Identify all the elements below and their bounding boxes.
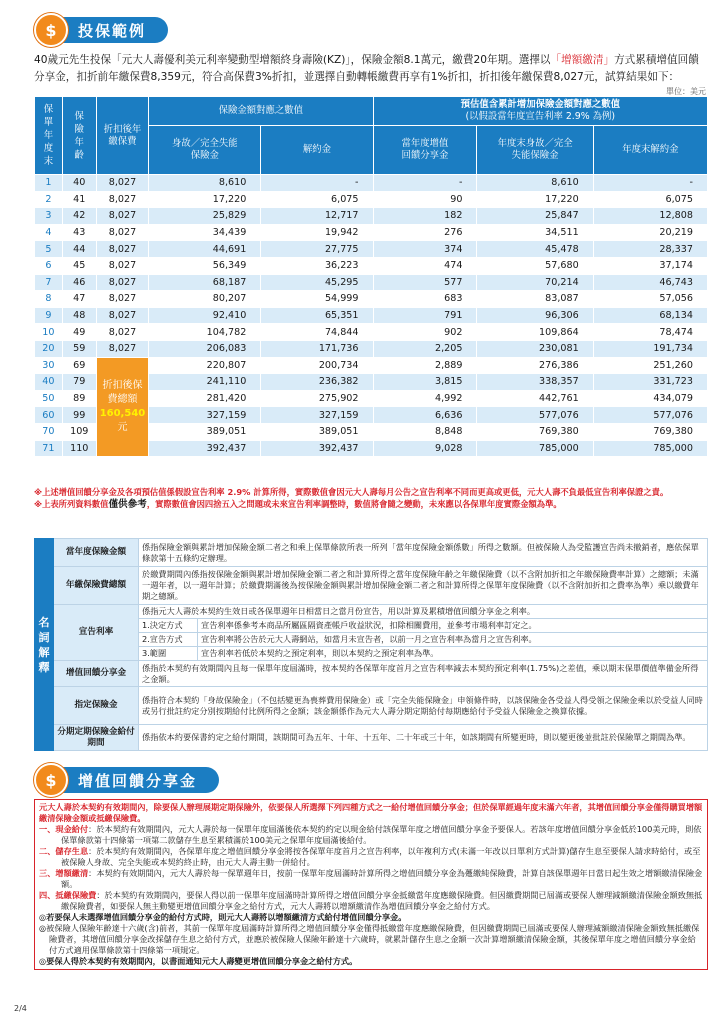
cell-year: 71	[35, 440, 63, 457]
bullet-minor: ◎被保險人保險年齡達十六歲(含)前者，其前一保單年度屆滿時計算所得之增值回饋分享金僅得抵繳當年度應繳保險費，但因繳費期間已屆滿或要保人辦理減額繳清保險金額致無抵繳保險費者，其增值回饋分享金改採儲存生息之給付方式，並應於被保險人保險年齡達十六歲時，就累計儲存生息之金額一次計算增額繳清保險金額，其後保單年度之增值回饋分享金給付方式適用保單條款第十四條第一項規定。	[39, 923, 700, 955]
rate-sub-2: 2.宣告方式	[139, 633, 198, 647]
cell-premium: 8,027	[96, 175, 148, 192]
bullet-default: ◎若要保人未選擇增值回饋分享金的給付方式時，則元大人壽將以增額繳清方式給付增值回饋分享金。	[39, 912, 407, 922]
cell-death-benefit-end: 577,076	[477, 407, 593, 424]
cell-age: 79	[62, 374, 96, 391]
cell-surrender-end: 331,723	[593, 374, 707, 391]
cell-year: 70	[35, 423, 63, 440]
cell-death-benefit: 389,051	[149, 423, 261, 440]
cell-death-benefit: 241,110	[149, 374, 261, 391]
cell-surrender: 27,775	[261, 241, 373, 258]
cell-dividend: 683	[373, 291, 477, 308]
discounted-premium-total	[96, 357, 148, 457]
cell-death-benefit-end: 70,214	[477, 274, 593, 291]
cell-death-benefit: 56,349	[149, 257, 261, 274]
cell-surrender-end: 68,134	[593, 307, 707, 324]
cell-death-benefit-end: 57,680	[477, 257, 593, 274]
cell-dividend: 276	[373, 224, 477, 241]
dividend-options-box	[34, 799, 708, 970]
cell-surrender: 19,942	[261, 224, 373, 241]
cell-death-benefit: 34,439	[149, 224, 261, 241]
cell-surrender: 171,736	[261, 340, 373, 357]
table-body	[35, 175, 708, 457]
def-face-amount: 係指保險金額與累計增加保險金額二者之和乘上保單條款所表一所列「當年度保險金額係數」所得之數額。但被保險人為受監護宣告尚未撤銷者，應依保單條款第十五條約定辦理。	[139, 539, 708, 567]
money-bag-icon: $	[34, 763, 68, 797]
cell-surrender-end: -	[593, 175, 707, 192]
cell-year: 9	[35, 307, 63, 324]
def-declared-rate: 係指元大人壽於本契約生效日或各保單週年日相當日之當月份宣告，用以計算及累積增值回饋分享金之利率。	[139, 605, 708, 619]
cell-age: 45	[62, 257, 96, 274]
cell-age: 42	[62, 208, 96, 225]
cell-year: 6	[35, 257, 63, 274]
cell-dividend: 2,889	[373, 357, 477, 374]
cell-death-benefit: 44,691	[149, 241, 261, 258]
table-row	[35, 257, 708, 274]
table-row	[35, 307, 708, 324]
definitions-side-label: 名詞解釋	[35, 539, 54, 751]
def-payment-period: 係指依本約要保書約定之給付期間，該期間可為五年、十年、十五年、二十年或三十年，如該期間有所變更時，則以變更後並批註於保險單之期間為準。	[139, 725, 708, 751]
cell-age: 43	[62, 224, 96, 241]
cell-surrender: 65,351	[261, 307, 373, 324]
table-row	[35, 274, 708, 291]
table-row	[35, 291, 708, 308]
cell-premium: 8,027	[96, 257, 148, 274]
cell-surrender: 54,999	[261, 291, 373, 308]
section-header-example	[34, 16, 168, 44]
table-row	[35, 241, 708, 258]
intro-text-2: 方式累積增值回饋分享金，扣折前年繳保費8,359元，符合高保費3%折扣，並選擇自動轉帳繳費再享有1%折扣，折扣後年繳保費8,027元，試算結果如下：	[34, 54, 699, 83]
cell-death-benefit-end: 45,478	[477, 241, 593, 258]
cell-premium: 8,027	[96, 340, 148, 357]
cell-surrender-end: 191,734	[593, 340, 707, 357]
cell-death-benefit: 68,187	[149, 274, 261, 291]
cell-dividend: 577	[373, 274, 477, 291]
cell-death-benefit: 92,410	[149, 307, 261, 324]
cell-dividend: 474	[373, 257, 477, 274]
section-title: 投保範例	[60, 17, 168, 43]
cell-surrender-end: 577,076	[593, 407, 707, 424]
cell-surrender: 275,902	[261, 390, 373, 407]
cell-surrender: 45,295	[261, 274, 373, 291]
cell-death-benefit-end: 442,761	[477, 390, 593, 407]
cell-death-benefit-end: 34,511	[477, 224, 593, 241]
cell-dividend: 8,848	[373, 423, 477, 440]
cell-death-benefit-end: 785,000	[477, 440, 593, 457]
cell-dividend: 182	[373, 208, 477, 225]
header-dividend: 當年度增值回饋分享金	[373, 126, 477, 175]
cell-surrender: 392,437	[261, 440, 373, 457]
cell-death-benefit: 327,159	[149, 407, 261, 424]
bullet-change: ◎要保人得於本契約有效期間內，以書面通知元大人壽變更增值回饋分享金之給付方式。	[39, 956, 358, 966]
cell-death-benefit: 80,207	[149, 291, 261, 308]
header-death-benefit: 身故／完全失能保險金	[149, 126, 261, 175]
cell-surrender: 389,051	[261, 423, 373, 440]
rate-sub-2-desc: 宣告利率將公告於元大人壽網站，如當月未宣告者，以前一月之宣告利率為當月之宣告利率。	[198, 633, 708, 647]
term-dividend: 增值回饋分享金	[54, 661, 139, 687]
cell-age: 47	[62, 291, 96, 308]
cell-premium: 8,027	[96, 224, 148, 241]
cell-surrender: 200,734	[261, 357, 373, 374]
cell-surrender-end: 20,219	[593, 224, 707, 241]
cell-year: 40	[35, 374, 63, 391]
cell-surrender-end: 78,474	[593, 324, 707, 341]
rate-sub-1: 1.決定方式	[139, 619, 198, 633]
intro-paragraph	[34, 52, 708, 86]
cell-surrender-end: 12,808	[593, 208, 707, 225]
cell-premium: 8,027	[96, 307, 148, 324]
cell-dividend: 9,028	[373, 440, 477, 457]
option-accumulate: 二、儲存生息：於本契約有效期間內，各保單年度之增值回饋分享金將按各保單年度首月之宣告利率，以年複利方式(未滿一年改以日單利方式計算)儲存生息至要保人請求時給付，或至被保險人身故、完全失能或本契約終止時，由元大人壽主動一併給付。	[39, 846, 701, 867]
header-age: 保險年齡	[62, 97, 96, 175]
cell-surrender-end: 6,075	[593, 191, 707, 208]
cell-surrender: -	[261, 175, 373, 192]
dividend-lead: 元大人壽於本契約有效期間內，除要保人辦理展期定期保險外，依要保人所選擇下列四種方式之一給付增值回饋分享金；但於保單經過年度末滿六年者，其增值回饋分享金僅得購買增額繳清保險金額或抵繳保險費。	[39, 802, 703, 823]
cell-year: 20	[35, 340, 63, 357]
header-surrender-end: 年度末解約金	[593, 126, 707, 175]
cell-surrender-end: 434,079	[593, 390, 707, 407]
page-number: 2/4	[14, 1004, 27, 1013]
cell-death-benefit: 104,782	[149, 324, 261, 341]
cell-age: 49	[62, 324, 96, 341]
cell-surrender-end: 769,380	[593, 423, 707, 440]
cell-year: 60	[35, 407, 63, 424]
cell-age: 110	[62, 440, 96, 457]
table-row	[35, 208, 708, 225]
cell-premium: 8,027	[96, 274, 148, 291]
cell-year: 3	[35, 208, 63, 225]
section-header-dividend	[34, 766, 219, 794]
table-row	[35, 340, 708, 357]
cell-death-benefit-end: 230,081	[477, 340, 593, 357]
header-group-face: 保險金額對應之數值	[149, 97, 373, 126]
cell-death-benefit-end: 8,610	[477, 175, 593, 192]
cell-age: 109	[62, 423, 96, 440]
intro-highlight: 「增額繳清」	[550, 54, 615, 66]
cell-death-benefit: 220,807	[149, 357, 261, 374]
deal-label: 折扣後保費總額	[102, 379, 143, 405]
section-title: 增值回饋分享金	[60, 767, 219, 793]
cell-dividend: 4,992	[373, 390, 477, 407]
term-face-amount: 當年度保險金額	[54, 539, 139, 567]
cell-death-benefit-end: 769,380	[477, 423, 593, 440]
cell-death-benefit: 17,220	[149, 191, 261, 208]
cell-age: 99	[62, 407, 96, 424]
cell-year: 30	[35, 357, 63, 374]
cell-age: 44	[62, 241, 96, 258]
rate-sub-1-desc: 宣告利率係參考本商品所屬區隔資產帳戶收益狀況，扣除相關費用，並參考市場利率訂定之。	[198, 619, 708, 633]
cell-surrender-end: 37,174	[593, 257, 707, 274]
cell-surrender: 74,844	[261, 324, 373, 341]
intro-text: 40歲元先生投保「元大人壽優利美元利率變動型增額終身壽險(KZ)」，保險金額8.1萬元，繳費20年期。選擇以	[34, 54, 551, 66]
def-dividend: 係指於本契約有效期間內且每一保單年度屆滿時，按本契約各保單年度首月之宣告利率減去本契約預定利率(1.75%)之差值，乘以期末保單價值準備金所得之金額。	[139, 661, 708, 687]
cell-surrender-end: 28,337	[593, 241, 707, 258]
term-payment-period: 分期定期保險金給付期間	[54, 725, 139, 751]
term-total-premium: 年繳保險費總額	[54, 567, 139, 605]
cell-premium: 8,027	[96, 241, 148, 258]
cell-dividend: 3,815	[373, 374, 477, 391]
cell-year: 4	[35, 224, 63, 241]
note-1: ※上述增值回饋分享金及各項預估值係假設宣告利率 2.9% 計算所得，實際數值會因元大人壽每月公告之宣告利率不同而更高或更低，元大人壽不負最低宣告利率保證之責。	[34, 487, 669, 497]
cell-death-benefit: 392,437	[149, 440, 261, 457]
cell-dividend: 2,205	[373, 340, 477, 357]
rate-sub-3: 3.範圍	[139, 647, 198, 661]
notes	[34, 486, 708, 511]
cell-surrender: 6,075	[261, 191, 373, 208]
cell-age: 69	[62, 357, 96, 374]
cell-year: 10	[35, 324, 63, 341]
cell-premium: 8,027	[96, 208, 148, 225]
cell-age: 41	[62, 191, 96, 208]
cell-premium: 8,027	[96, 324, 148, 341]
cell-year: 2	[35, 191, 63, 208]
header-surrender: 解約金	[261, 126, 373, 175]
illustration-table	[34, 96, 708, 457]
cell-dividend: 902	[373, 324, 477, 341]
cell-surrender: 12,717	[261, 208, 373, 225]
table-row	[35, 324, 708, 341]
deal-unit: 元	[117, 421, 128, 433]
term-declared-rate: 宣告利率	[54, 605, 139, 661]
cell-surrender: 36,223	[261, 257, 373, 274]
cell-year: 7	[35, 274, 63, 291]
money-bag-icon: $	[34, 13, 68, 47]
cell-surrender-end: 785,000	[593, 440, 707, 457]
cell-surrender: 327,159	[261, 407, 373, 424]
option-offset-premium: 四、抵繳保險費：於本契約有效期間內，要保人得以前一保單年度屆滿時計算所得之增值回饋分享金抵繳當年度應繳保險費。但因繳費期間已屆滿或要保人辦理減額繳清保險金額致無抵繳保險費者，如要保人無主動變更增值回饋分享金之給付方式，元大人壽將以增額繳清作為增值回饋分享金之給付方式。	[39, 890, 703, 911]
cell-age: 40	[62, 175, 96, 192]
cell-death-benefit-end: 17,220	[477, 191, 593, 208]
cell-dividend: -	[373, 175, 477, 192]
definitions-table	[34, 538, 708, 751]
cell-death-benefit-end: 83,087	[477, 291, 593, 308]
cell-death-benefit-end: 109,864	[477, 324, 593, 341]
cell-dividend: 90	[373, 191, 477, 208]
cell-age: 48	[62, 307, 96, 324]
cell-dividend: 374	[373, 241, 477, 258]
unit-label: 單位：美元	[666, 87, 706, 96]
header-policy-year: 保單年度末	[35, 97, 63, 175]
rate-sub-3-desc: 宣告利率若低於本契約之預定利率，則以本契約之預定利率為準。	[198, 647, 708, 661]
deal-amount: 160,540	[99, 407, 146, 419]
cell-death-benefit-end: 96,306	[477, 307, 593, 324]
cell-year: 5	[35, 241, 63, 258]
cell-death-benefit: 281,420	[149, 390, 261, 407]
header-premium: 折扣後年繳保費	[96, 97, 148, 175]
cell-death-benefit-end: 276,386	[477, 357, 593, 374]
cell-dividend: 791	[373, 307, 477, 324]
cell-age: 59	[62, 340, 96, 357]
cell-year: 50	[35, 390, 63, 407]
cell-death-benefit: 8,610	[149, 175, 261, 192]
cell-surrender-end: 251,260	[593, 357, 707, 374]
note-2: ※上表所列資料數值僅供參考，實際數值會因四捨五入之問題或未來宣告利率調整時，數值將會隨之變動，未來應以各保單年度實際金額為準。	[34, 499, 562, 510]
term-designated-benefit: 指定保險金	[54, 687, 139, 725]
header-death-benefit-end: 年度末身故／完全失能保險金	[477, 126, 593, 175]
cell-surrender-end: 57,056	[593, 291, 707, 308]
cell-dividend: 6,636	[373, 407, 477, 424]
table-row	[35, 191, 708, 208]
cell-age: 89	[62, 390, 96, 407]
cell-year: 1	[35, 175, 63, 192]
cell-premium: 8,027	[96, 191, 148, 208]
option-paid-up: 三、增額繳清：本契約有效期間內，元大人壽於每一保單週年日，按前一保單年度屆滿時計算所得之增值回饋分享金為躉繳純保險費，計算自該保單週年日當日起生效之增額繳清保險金額。	[39, 868, 703, 889]
header-group-projection: 預估值含累計增加保險金額對應之數值 (以假設當年度宣告利率 2.9% 為例)	[373, 97, 707, 126]
cell-age: 46	[62, 274, 96, 291]
cell-death-benefit: 25,829	[149, 208, 261, 225]
table-row	[35, 175, 708, 192]
cell-premium: 8,027	[96, 291, 148, 308]
table-row	[35, 224, 708, 241]
table-row	[35, 357, 708, 374]
cell-year: 8	[35, 291, 63, 308]
cell-death-benefit-end: 25,847	[477, 208, 593, 225]
cell-death-benefit-end: 338,357	[477, 374, 593, 391]
cell-surrender: 236,382	[261, 374, 373, 391]
def-total-premium: 於繳費期間內係指按保險金額與累計增加保險金額二者之和計算所得之當年度保險年齡之年繳保險費（以不含附加折扣之年繳保險費率計算）之總額；未滿一週年者，以一週年計算；於繳費期滿後為按保險金額與累計增加保險金額二者之和計算所得之保單年度保險費（以不含附加折扣之費率為準）乘以繳費年期之總額。	[139, 567, 708, 605]
cell-death-benefit: 206,083	[149, 340, 261, 357]
def-designated-benefit: 係指符合本契約「身故保險金」（不包括變更為喪葬費用保險金）或「完全失能保險金」申領條件時，以該保險金各受益人得受領之保險金乘以於受益人同時或另行批註約定分別按期給付比例所得之金額；該金額係作為元大人壽分期定期給付每期應給付予受益人保險金之換算依據。	[139, 687, 708, 725]
cell-surrender-end: 46,743	[593, 274, 707, 291]
option-cash: 一、現金給付：於本契約有效期間內，元大人壽於每一保單年度屆滿後依本契約約定以現金給付該保單年度之增值回饋分享金予要保人。若該年度增值回饋分享金低於100美元時，則依保單條款第十四條第一項第二款儲存生息至累積滿於100美元之保單年度屆滿後給付。	[39, 824, 702, 845]
